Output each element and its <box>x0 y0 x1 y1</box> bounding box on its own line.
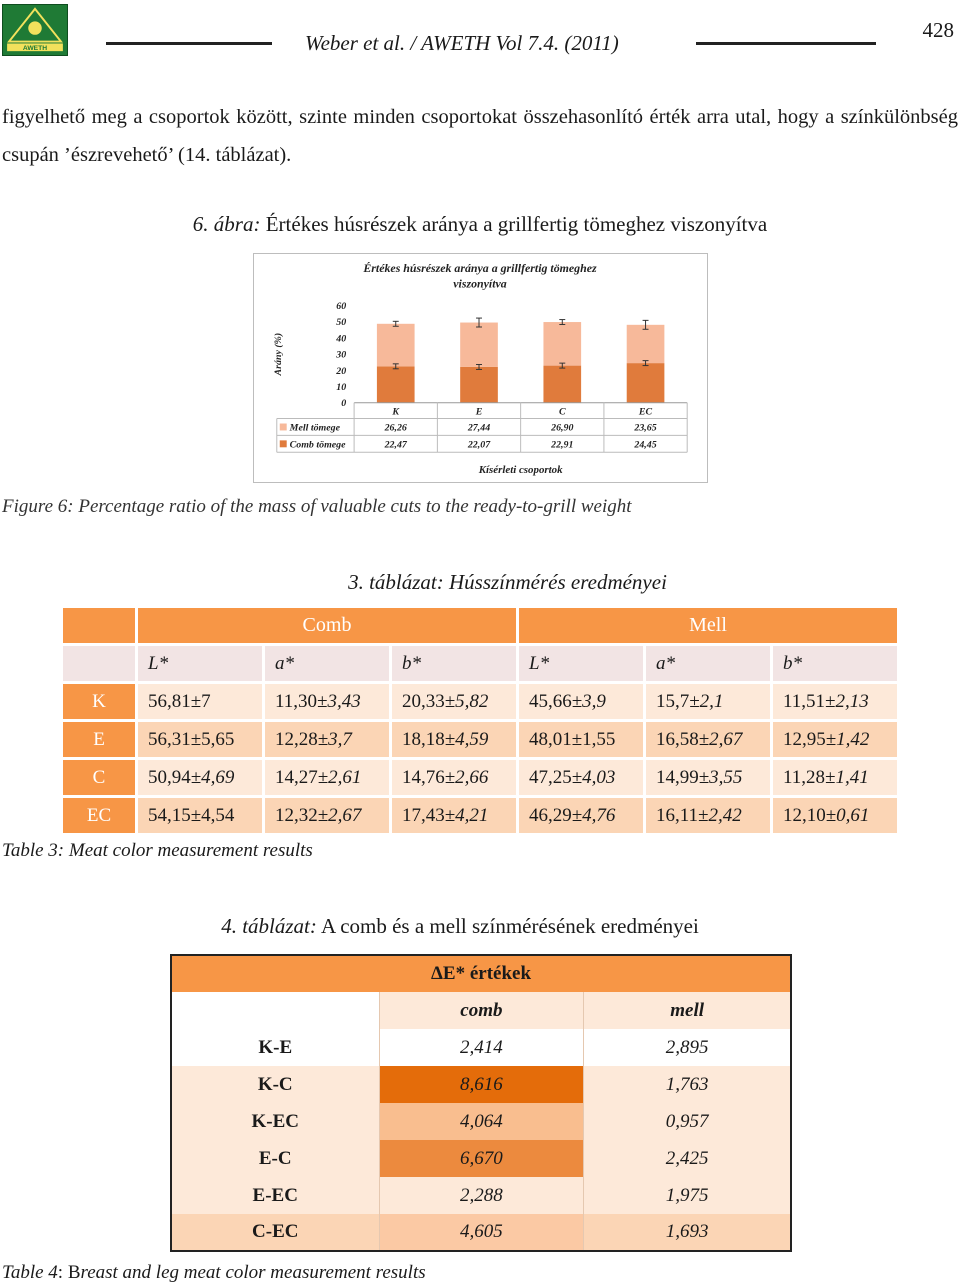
table4-corner <box>171 955 379 992</box>
table4-comb-value: 4,605 <box>379 1214 584 1251</box>
data-table-value: 26,90 <box>551 422 574 434</box>
y-axis-label: Arány (%) <box>272 332 284 376</box>
table3-mean: 17,43 <box>402 804 445 826</box>
table3-cell <box>265 798 389 833</box>
table4-corner-2 <box>171 992 379 1029</box>
table3-row-label: EC <box>63 798 135 833</box>
table3-mean: 20,33 <box>402 690 445 712</box>
svg-text:AWETH: AWETH <box>22 45 48 53</box>
data-table-value: 24,45 <box>634 439 657 451</box>
table3-cell <box>392 760 516 795</box>
table4-mell-value: 1,975 <box>584 1177 791 1214</box>
table4-row <box>171 1103 791 1140</box>
table4-pair-label: K-E <box>171 1029 379 1066</box>
table4-mell-value: 1,763 <box>584 1066 791 1103</box>
table3-row <box>63 760 897 795</box>
legend-key-comb <box>280 440 287 447</box>
table3-cell <box>519 760 643 795</box>
table3-cell <box>773 760 897 795</box>
table3-mean: 12,10 <box>783 804 826 826</box>
bar-comb-K <box>377 366 415 402</box>
bar-comb-EC <box>627 363 665 403</box>
table4-row <box>171 1140 791 1177</box>
table3-cell <box>265 684 389 719</box>
journal-logo <box>2 4 68 56</box>
table4-comb-value: 2,288 <box>379 1177 584 1214</box>
table3-mean: 11,28 <box>783 766 826 788</box>
table3-cell <box>646 760 770 795</box>
table3-sd: ±7 <box>190 690 211 712</box>
table4-pair-label: E-EC <box>171 1177 379 1214</box>
table4-delta-e-header: ΔE* értékek <box>379 955 791 992</box>
table3-subheader: a* <box>265 646 389 681</box>
table3-subheader: L* <box>519 646 643 681</box>
table4-comb-value: 2,414 <box>379 1029 584 1066</box>
table3-group-mell: Mell <box>519 608 897 643</box>
table3-mean: 56,81 <box>148 690 191 712</box>
table3-cell <box>392 684 516 719</box>
table4-comb-value: 8,616 <box>379 1066 584 1103</box>
table3-sd: ±4,59 <box>444 728 489 750</box>
table3-sd: ±4,54 <box>190 804 235 826</box>
bar-mell-K <box>377 324 415 367</box>
table3-cell <box>646 684 770 719</box>
table3-sd: ±2,67 <box>698 728 743 750</box>
table4-pair-label: C-EC <box>171 1214 379 1251</box>
data-table-value: 22,47 <box>384 439 407 451</box>
x-tick-label: E <box>475 406 483 418</box>
header-rule-right <box>696 42 876 45</box>
table3-mean: 15,7 <box>656 690 690 712</box>
data-table-value: 26,26 <box>384 422 407 434</box>
y-tick-label: 50 <box>336 317 347 329</box>
y-tick-label: 0 <box>341 398 347 410</box>
table3-mean: 45,66 <box>529 690 572 712</box>
table3-cell <box>773 684 897 719</box>
table3-cell <box>773 722 897 757</box>
table3-cell <box>519 722 643 757</box>
table3-sd: ±2,66 <box>444 766 489 788</box>
table4-col-mell: mell <box>584 992 791 1029</box>
table3-mean: 56,31 <box>148 728 191 750</box>
table3-sd: ±2,61 <box>317 766 362 788</box>
figure-label: 6. ábra: <box>192 212 261 236</box>
body-paragraph: figyelhető meg a csoportok között, szinte minden csoportokat összehasonlító érték arra utal, hogy a színkülönbség csupán ’észrevehető’ (14. táblázat). <box>2 106 958 166</box>
y-tick-label: 10 <box>336 381 347 393</box>
table3-row <box>63 722 897 757</box>
table3-row-label: C <box>63 760 135 795</box>
table4-row <box>171 1029 791 1066</box>
table4-mell-value: 2,425 <box>584 1140 791 1177</box>
table3-mean: 16,58 <box>656 728 699 750</box>
table3-subheader: b* <box>773 646 897 681</box>
table3-sd: ±4,76 <box>571 804 616 826</box>
table3-mean: 48,01 <box>529 728 572 750</box>
table3-subheader: b* <box>392 646 516 681</box>
table4-title-label: 4. táblázat: <box>221 914 317 938</box>
table3-mean: 50,94 <box>148 766 191 788</box>
table4-row <box>171 1066 791 1103</box>
table3-mean: 11,30 <box>275 690 318 712</box>
table3-sd: ±1,42 <box>825 728 870 750</box>
table4-header-row <box>171 955 791 992</box>
figure-caption-text: Értékes húsrészek aránya a grillfertig tömeghez viszonyítva <box>260 212 768 236</box>
table3-cell <box>646 722 770 757</box>
running-header: Weber et al. / AWETH Vol 7.4. (2011) <box>305 31 619 55</box>
table4-pair-label: K-C <box>171 1066 379 1103</box>
data-table-value: 22,07 <box>467 439 491 451</box>
figure-caption-hu <box>0 212 960 237</box>
table3-sd: ±5,82 <box>444 690 489 712</box>
x-tick-label: C <box>558 406 566 418</box>
table3-row <box>63 684 897 719</box>
table3-sd: ±1,41 <box>825 766 869 788</box>
table3-sd: ±4,69 <box>190 766 235 788</box>
bar-mell-EC <box>627 325 665 363</box>
table4-comb-value: 4,064 <box>379 1103 584 1140</box>
table4-column-header-row <box>171 992 791 1029</box>
table3-title: 3. táblázat: Hússzínmérés eredményei <box>348 570 667 594</box>
x-axis-label: Kísérleti csoportok <box>478 464 563 477</box>
y-tick-label: 40 <box>336 333 347 345</box>
chart-title-line1: Értékes húsrészek aránya a grillfertig tömeghez <box>363 260 597 275</box>
x-tick-label: K <box>392 406 400 418</box>
y-tick-label: 60 <box>336 301 347 313</box>
data-table-value: 23,65 <box>634 422 657 434</box>
table3-caption: Table 3: Meat color measurement results <box>2 840 313 861</box>
table4-caption-b: B <box>67 1262 81 1283</box>
table4-comb-value: 6,670 <box>379 1140 584 1177</box>
table3-cell <box>138 798 262 833</box>
bar-mell-C <box>543 322 581 366</box>
legend-label: Mell tömege <box>289 422 341 434</box>
table3-mean: 12,32 <box>275 804 318 826</box>
table4-col-comb: comb <box>379 992 584 1029</box>
table3-mean: 11,51 <box>783 690 826 712</box>
data-table-value: 22,91 <box>551 439 574 451</box>
stacked-bar-chart <box>253 253 708 483</box>
table4-caption-lead: Table 4 <box>2 1262 58 1283</box>
table3-sd: ±3,7 <box>317 728 352 750</box>
table3-mean: 14,99 <box>656 766 699 788</box>
table3-cell <box>138 722 262 757</box>
table3-cell <box>392 798 516 833</box>
table3-sd: ±4,03 <box>571 766 616 788</box>
table4-title-text: A comb és a mell színmérésének eredményei <box>316 914 699 938</box>
bar-comb-C <box>543 366 581 403</box>
x-tick-label: EC <box>638 406 653 418</box>
table3-cell <box>646 798 770 833</box>
y-tick-label: 30 <box>336 349 347 361</box>
table3-mean: 12,28 <box>275 728 318 750</box>
table4 <box>170 954 792 1252</box>
header-rule-left <box>106 42 272 45</box>
table3-cell <box>773 798 897 833</box>
table4-row <box>171 1214 791 1251</box>
table3 <box>60 605 900 836</box>
table3-sd: ±2,42 <box>698 804 742 826</box>
table3-subheader-corner <box>63 646 135 681</box>
table3-sd: ±2,1 <box>689 690 724 712</box>
table3-subheader-row <box>63 646 897 681</box>
table3-mean: 14,76 <box>402 766 445 788</box>
table3-subheader: a* <box>646 646 770 681</box>
table4-caption-sep: : <box>57 1262 68 1283</box>
table4-mell-value: 1,693 <box>584 1214 791 1251</box>
table3-sd: ±2,13 <box>825 690 869 712</box>
page-number: 428 <box>922 18 954 42</box>
table3-mean: 47,25 <box>529 766 572 788</box>
legend-label: Comb tömege <box>289 439 346 451</box>
table3-cell <box>519 684 643 719</box>
table3-sd: ±4,21 <box>444 804 489 826</box>
table4-caption-tail: reast and leg meat color measurement results <box>80 1262 426 1283</box>
table3-mean: 16,11 <box>656 804 699 826</box>
table3-cell <box>392 722 516 757</box>
table4-mell-value: 0,957 <box>584 1103 791 1140</box>
chart-title-line2: viszonyítva <box>453 276 507 291</box>
table3-cell <box>265 760 389 795</box>
table3-group-comb: Comb <box>138 608 516 643</box>
table3-sd: ±2,67 <box>317 804 362 826</box>
table3-row <box>63 798 897 833</box>
table3-corner <box>63 608 135 643</box>
table3-mean: 46,29 <box>529 804 572 826</box>
table3-cell <box>265 722 389 757</box>
bar-comb-E <box>460 367 498 403</box>
table4-pair-label: E-C <box>171 1140 379 1177</box>
table3-mean: 14,27 <box>275 766 318 788</box>
table3-mean: 18,18 <box>402 728 445 750</box>
bar-mell-E <box>460 323 498 367</box>
table3-cell <box>138 760 262 795</box>
table3-group-header-row <box>63 608 897 643</box>
table4-pair-label: K-EC <box>171 1103 379 1140</box>
table3-mean: 12,95 <box>783 728 826 750</box>
table3-sd: ±5,65 <box>190 728 235 750</box>
table3-sd: ±3,9 <box>571 690 606 712</box>
table4-caption <box>2 1262 426 1284</box>
table4-title <box>0 914 960 939</box>
data-table-value: 27,44 <box>467 422 491 434</box>
legend-key-mell <box>280 424 287 431</box>
table3-subheader: L* <box>138 646 262 681</box>
table3-sd: ±3,55 <box>698 766 743 788</box>
table4-mell-value: 2,895 <box>584 1029 791 1066</box>
table3-sd: ±1,55 <box>571 728 616 750</box>
y-tick-label: 20 <box>336 365 347 377</box>
chart-canvas <box>254 254 707 482</box>
figure-caption-en: Figure 6: Percentage ratio of the mass of valuable cuts to the ready-to-grill weight <box>2 496 632 517</box>
table3-sd: ±3,43 <box>317 690 361 712</box>
table3-row-label: K <box>63 684 135 719</box>
table3-row-label: E <box>63 722 135 757</box>
table3-mean: 54,15 <box>148 804 191 826</box>
table3-sd: ±0,61 <box>825 804 870 826</box>
table3-cell <box>519 798 643 833</box>
table4-row <box>171 1177 791 1214</box>
table3-cell <box>138 684 262 719</box>
